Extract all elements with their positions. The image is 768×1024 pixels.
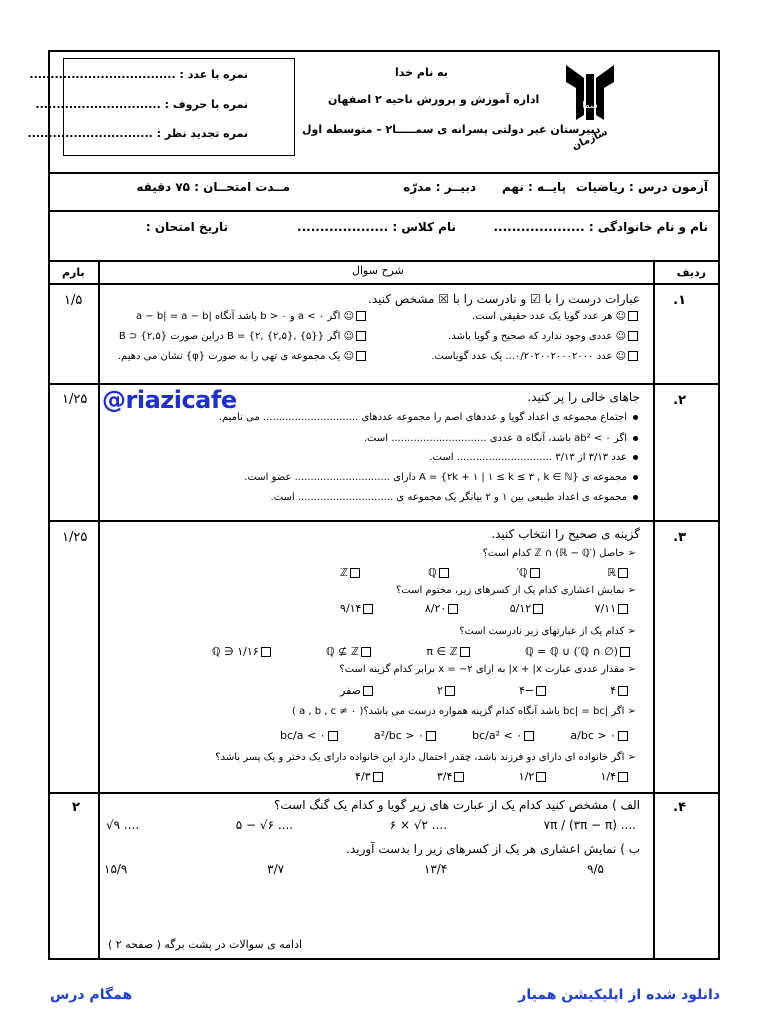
q3-number: ۳. (673, 530, 686, 545)
option-checkbox[interactable] (454, 772, 464, 782)
exam-teacher: دبیــر : مدرّه (403, 180, 476, 194)
option-label: ℚ′ (516, 566, 528, 579)
option-label: ℚ ⊈ ℤ (325, 645, 360, 658)
option-item[interactable] (519, 684, 548, 697)
option-label: a/bc > ۰ (570, 729, 616, 742)
option-checkbox[interactable] (618, 731, 628, 741)
option-item[interactable] (428, 566, 451, 579)
continue-note: ادامه ی سوالات در پشت برگه ( صفحه ۲ ) (108, 938, 303, 951)
q2-item-4-text: مجموعه ی A = {۲k + ۱ | ۱ ≤ k ≤ ۳ , k ∈ ℕ} دارای .............................. عضو است. (244, 472, 627, 483)
student-box (48, 210, 720, 262)
answer-checkbox[interactable] (356, 311, 366, 321)
option-label: ۵/۱۲ (509, 602, 532, 615)
option-label: ۱/۲ (518, 770, 535, 783)
option-item[interactable] (607, 566, 630, 579)
q3-part-1: ➢ حاصل ℤ ∩ (ℝ − ℚ′) کدام است؟ (482, 548, 636, 559)
option-checkbox[interactable] (460, 647, 470, 657)
option-checkbox[interactable] (439, 568, 449, 578)
class-name: نام کلاس : .................... (297, 220, 456, 234)
option-item[interactable] (340, 684, 375, 697)
q4-b-item: ۱۵/۹ (104, 862, 128, 876)
q1-item-3 (448, 331, 640, 342)
answer-checkbox[interactable] (356, 331, 366, 341)
option-label: ۴ (610, 684, 616, 697)
option-checkbox[interactable] (530, 568, 540, 578)
header-row-line (48, 283, 720, 285)
option-item[interactable] (510, 602, 545, 615)
option-checkbox[interactable] (536, 686, 546, 696)
option-checkbox[interactable] (618, 772, 628, 782)
option-item[interactable] (600, 770, 630, 783)
q3-part-6: ➢ اگر خانواده ای دارای دو فرزند باشد، چقدر احتمال دارد این خانواده دارای یک دختر و یک پسر باشد؟ (215, 752, 636, 763)
option-label: bc/a² < ۰ (472, 729, 523, 742)
option-item[interactable] (437, 770, 467, 783)
q4-a-item: ۵ − √۶ .... (235, 818, 294, 832)
option-label: ۹/۱۴ (340, 602, 362, 615)
bismillah: به نام خدا (395, 66, 448, 79)
option-item[interactable] (570, 729, 630, 742)
option-checkbox[interactable] (361, 647, 371, 657)
option-label: a²/bc > ۰ (373, 729, 424, 742)
bullet-icon (633, 436, 638, 441)
q3-part-4-options (340, 684, 630, 697)
answer-checkbox[interactable] (356, 351, 366, 361)
grade-numeric: نمره با عدد : ................................... (29, 68, 248, 81)
q1-item-5-text: ☺ عدد ۰/۲۰۲۰۰۲۰۰۰۲۰۰۰... یک عدد گویاست. (431, 351, 626, 362)
q2-item-1 (219, 412, 638, 423)
option-label: (∅ ∩ ℚ′) ∪ ℚ = ℚ (525, 645, 618, 658)
option-item[interactable] (280, 729, 340, 742)
option-label: ۸/۲۰ (424, 602, 447, 615)
option-checkbox[interactable] (524, 731, 534, 741)
answer-checkbox[interactable] (628, 351, 638, 361)
q1-line (48, 383, 720, 385)
option-item[interactable] (519, 770, 549, 783)
q4-part-b: ب ) نمایش اعشاری هر یک از کسرهای زیر را بدست آورید. (346, 842, 640, 856)
q2-title: جاهای خالی را پر کنید. (527, 390, 640, 404)
q3-part-4: ➢ مقدار عددی عبارت x + |x| به ازای x = −۲ برابر کدام گزینه است؟ (339, 664, 636, 675)
q3-part-5-text: اگر |bc| = bc باشد آنگاه کدام گزینه همواره درست می باشد؟( a , b , c ≠ ۰ ) (292, 706, 625, 717)
col-divider-score (98, 260, 100, 960)
option-checkbox[interactable] (445, 686, 455, 696)
option-checkbox[interactable] (536, 772, 546, 782)
col-score-header: بارم (62, 266, 85, 279)
option-checkbox[interactable] (350, 568, 360, 578)
q1-item-4-text: ☺ اگر B = {۲, {۲,۵}, {۵}} دراین صورت {۲,۵} ⊂ B (118, 331, 354, 342)
q1-score: ۱/۵ (64, 293, 83, 308)
q2-item-2 (364, 433, 638, 444)
option-checkbox[interactable] (448, 604, 458, 614)
bullet-icon (633, 495, 638, 500)
footer-brand[interactable]: همگام درس (50, 987, 133, 1003)
option-label: −۴ (518, 684, 535, 697)
option-label: π ∈ ℤ (426, 645, 458, 658)
exam-grade: پایــه : نهم (502, 180, 566, 194)
q4-a-item: √۹ .... (106, 818, 140, 832)
option-checkbox[interactable] (363, 604, 373, 614)
option-checkbox[interactable] (426, 731, 436, 741)
answer-checkbox[interactable] (628, 311, 638, 321)
q2-item-5 (271, 492, 638, 503)
q4-a-items (106, 818, 636, 832)
option-label: ۳/۴ (436, 770, 453, 783)
option-item[interactable] (472, 729, 536, 742)
school-logo (560, 60, 620, 155)
option-item[interactable] (340, 602, 375, 615)
q3-part-2-options (340, 602, 630, 615)
q4-b-item: ۳/۷ (267, 862, 285, 876)
q4-b-item: ۱۳/۴ (423, 862, 448, 876)
q2-item-3 (429, 452, 638, 463)
q3-title: گزینه ی صحیح را انتخاب کنید. (491, 527, 640, 541)
q3-part-5-options (280, 729, 630, 742)
q3-part-3-options (212, 645, 632, 658)
col-question-header: شرح سوال (352, 264, 404, 277)
student-name: نام و نام خانوادگی : .................... (493, 220, 708, 234)
office-title: اداره آموزش و پرورش ناحیه ۲ اصفهان (328, 93, 540, 106)
q3-score: ۱/۲۵ (62, 530, 88, 545)
footer-download[interactable]: دانلود شده از اپلیکیشن همیار (518, 987, 720, 1003)
grade-review: نمره تجدید نظر : .............................. (27, 127, 248, 140)
option-checkbox[interactable] (618, 568, 628, 578)
option-checkbox[interactable] (618, 604, 628, 614)
option-label: ℝ (607, 566, 616, 579)
option-item[interactable] (425, 602, 460, 615)
school-title: دبیرستان غیر دولتی پسرانه ی سمـــــا۲ – متوسطه اول (302, 123, 601, 136)
q2-number: ۲. (673, 393, 686, 408)
q1-item-2 (136, 311, 368, 322)
option-item[interactable] (340, 566, 362, 579)
q1-item-4 (119, 331, 368, 342)
option-item[interactable] (212, 645, 273, 658)
q1-item-6 (118, 351, 368, 362)
q1-item-5 (431, 351, 640, 362)
q3-part-6-text: اگر خانواده ای دارای دو فرزند باشد، چقدر احتمال دارد این خانواده دارای یک دختر و یک پسر باشد؟ (215, 752, 625, 763)
q3-part-6-options (355, 770, 630, 783)
q3-part-3-text: کدام یک از عبارتهای زیر نادرست است؟ (459, 626, 625, 637)
q1-item-6-text: ☺ یک مجموعه ی تهی را به صورت {φ} نشان می دهیم. (117, 351, 354, 362)
q1-title: عبارات درست را با ☑ و نادرست را با ☒ مشخص کنید. (368, 292, 640, 306)
option-label: ℤ (340, 566, 349, 579)
q1-item-2-text: ☺ اگر ۰ > a و b > ۰ باشد آنگاه |a − b| = a − b (135, 311, 354, 322)
option-checkbox[interactable] (261, 647, 271, 657)
bullet-icon (633, 415, 638, 420)
col-divider-row (653, 260, 655, 960)
option-checkbox[interactable] (328, 731, 338, 741)
q2-line (48, 520, 720, 522)
q2-item-2-text: اگر ab² < ۰ باشد، آنگاه a عددی .............................. است. (363, 433, 627, 444)
bullet-icon (633, 455, 638, 460)
q4-b-item: ۹/۵ (587, 862, 604, 876)
q3-part-1-options (340, 566, 630, 579)
q3-part-2: ➢ نمایش اعشاری کدام یک از کسرهای زیر، مختوم است؟ (396, 585, 636, 596)
q1-item-1-text: ☺ هر عدد گویا یک عدد حقیقی است. (471, 311, 626, 322)
q3-line (48, 792, 720, 794)
option-checkbox[interactable] (533, 604, 543, 614)
q2-score: ۱/۲۵ (62, 392, 88, 407)
col-row-header: ردیف (676, 266, 706, 279)
svg-text:سازمان: سازمان (570, 126, 610, 153)
option-label: ۱/۴ (600, 770, 616, 783)
q1-item-3-text: ☺ عددی وجود ندارد که صحیح و گویا باشد. (448, 331, 626, 342)
exam-duration: مــدت امتحــان : ۷۵ دقیقه (136, 180, 290, 194)
grade-letters: نمره با حروف : .............................. (35, 98, 248, 111)
option-label: صفر (340, 684, 362, 697)
q2-item-3-text: عدد ۳/۱۳ از ۳/۱۳ .............................. است. (429, 452, 627, 463)
q4-number: ۴. (673, 800, 686, 815)
option-label: ۷/۱۱ (594, 602, 616, 615)
option-item[interactable] (525, 645, 632, 658)
option-item[interactable] (610, 684, 630, 697)
q3-part-3: ➢ کدام یک از عبارتهای زیر نادرست است؟ (459, 626, 636, 637)
q2-item-1-text: اجتماع مجموعه ی اعداد گویا و عددهای اصم را مجموعه عددهای .............................. می نامیم. (218, 412, 627, 423)
option-item[interactable] (516, 566, 541, 579)
option-item[interactable] (326, 645, 373, 658)
q4-part-a: الف ) مشخص کنید کدام یک از عبارت های زیر گویا و کدام یک گنگ است؟ (274, 798, 640, 812)
option-label: ۲ (437, 684, 443, 697)
option-checkbox[interactable] (618, 686, 628, 696)
q3-part-4-text: مقدار عددی عبارت x + |x| به ازای x = −۲ برابر کدام گزینه است؟ (339, 664, 625, 675)
q4-a-item: ۷π / (۳π − π) .... (543, 818, 636, 832)
q2-item-5-text: مجموعه ی اعداد طبیعی بین ۱ و ۲ بیانگر یک مجموعه ی .............................. است. (270, 492, 627, 503)
option-checkbox[interactable] (363, 686, 373, 696)
option-checkbox[interactable] (373, 772, 383, 782)
option-label: ۱/۱۶ ∈ ℚ (212, 645, 259, 658)
bullet-icon (633, 475, 638, 480)
q2-item-4 (244, 472, 638, 483)
q3-part-1-text: حاصل ℤ ∩ (ℝ − ℚ′) کدام است؟ (482, 548, 625, 559)
q1-number: ۱. (673, 293, 686, 308)
option-label: bc/a < ۰ (280, 729, 326, 742)
option-checkbox[interactable] (620, 647, 630, 657)
option-label: ℚ (427, 566, 437, 579)
option-item[interactable] (374, 729, 438, 742)
option-item[interactable] (355, 770, 385, 783)
q1-item-1 (472, 311, 640, 322)
option-item[interactable] (437, 684, 457, 697)
q3-part-5: ➢ اگر |bc| = bc باشد آنگاه کدام گزینه همواره درست می باشد؟( a , b , c ≠ ۰ ) (292, 706, 636, 717)
exam-subject: آزمون درس : ریاضیات (575, 180, 708, 194)
watermark: @riazicafe (102, 386, 237, 414)
option-item[interactable] (595, 602, 630, 615)
q4-a-item: ۶ × √۲ .... (389, 818, 448, 832)
q4-b-items (104, 862, 604, 876)
q3-part-2-text: نمایش اعشاری کدام یک از کسرهای زیر، مختوم است؟ (396, 585, 625, 596)
answer-checkbox[interactable] (628, 331, 638, 341)
option-label: ۴/۳ (355, 770, 371, 783)
option-item[interactable] (426, 645, 471, 658)
q4-score: ۲ (72, 800, 80, 815)
svg-text:سما: سما (582, 101, 598, 111)
exam-date: تاریخ امتحان : (145, 220, 228, 234)
